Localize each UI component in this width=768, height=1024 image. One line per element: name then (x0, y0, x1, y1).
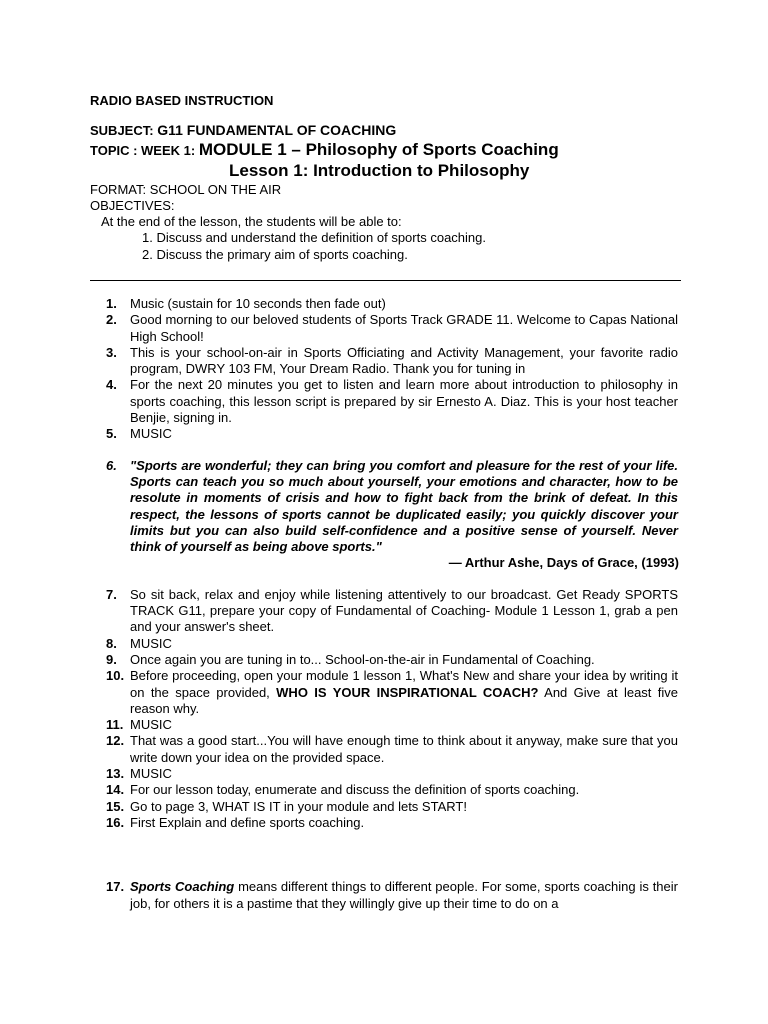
item-number: 16. (106, 814, 125, 830)
item-number: 1. (106, 296, 117, 311)
item-text: For our lesson today, enumerate and discuss the definition of sports coaching. (130, 782, 580, 798)
item-text: Go to page 3, WHAT IS IT in your module and lets START! (130, 798, 467, 814)
item-number: 5. (106, 426, 117, 442)
script-item (106, 344, 678, 378)
script-item (106, 668, 679, 717)
module-title: MODULE 1 – Philosophy of Sports Coaching (198, 140, 559, 159)
objective-item: 1. Discuss and understand the definition of sports coaching. (142, 230, 486, 245)
item-text: MUSIC (130, 426, 172, 442)
lesson-title: Lesson 1: Introduction to Philosophy (229, 161, 530, 180)
section-divider (90, 280, 681, 281)
subject-line (90, 122, 396, 138)
script-item (106, 377, 678, 426)
topic-label: TOPIC : WEEK 1: (90, 143, 196, 158)
item-text: Good morning to our beloved students of Sports Track GRADE 11. Welcome to Capas National High School! (130, 312, 678, 344)
item-number: 12. (106, 733, 125, 749)
subject-value: G11 FUNDAMENTAL OF COACHING (157, 122, 397, 138)
item-text: This is your school-on-air in Sports Officiating and Activity Management, your favorite radio program, DWRY 103 FM, Your Dream Radio. Thank you for tuning in (130, 344, 678, 377)
item-number: 6. (106, 457, 117, 473)
item-number: 3. (106, 344, 117, 360)
item-number: 14. (106, 782, 125, 798)
script-item (106, 312, 678, 345)
format-line: FORMAT: SCHOOL ON THE AIR (90, 182, 282, 197)
script-item (106, 766, 678, 782)
item-text-emphasis: WHO IS YOUR INSPIRATIONAL COACH? (276, 684, 539, 700)
item-number: 11. (106, 717, 124, 733)
document-title: RADIO BASED INSTRUCTION (90, 93, 274, 108)
script-item (106, 879, 678, 912)
script-item (106, 586, 678, 636)
objective-item: 2. Discuss the primary aim of sports coaching. (142, 247, 408, 262)
script-item (106, 733, 678, 766)
item-number: 7. (106, 586, 117, 602)
script-item (106, 717, 678, 733)
objectives-intro: At the end of the lesson, the students will be able to: (101, 214, 402, 229)
script-item (106, 814, 678, 831)
item-text-after: And Give at least five reason why. (130, 684, 679, 716)
quote-item (106, 457, 679, 572)
item-number: 2. (106, 312, 117, 328)
item-text: MUSIC (130, 717, 172, 733)
script-item (106, 782, 678, 798)
item-number: 15. (106, 798, 125, 814)
item-text: For the next 20 minutes you get to listen and learn more about introduction to philosophy in sports coaching, this lesson script is prepared by sir Ernesto A. Diaz. This is your host teacher Benjie, signing in. (130, 377, 678, 426)
script-list (106, 296, 679, 912)
item-number: 17. (106, 879, 125, 895)
objectives-heading: OBJECTIVES: (90, 198, 175, 213)
script-item (106, 426, 678, 442)
subject-label: SUBJECT: (90, 123, 154, 138)
item-text: MUSIC (130, 635, 172, 651)
item-text: First Explain and define sports coaching. (130, 814, 365, 830)
item-number: 10. (106, 668, 125, 684)
item-number: 4. (106, 377, 117, 393)
script-item (106, 635, 678, 652)
item-text: Once again you are tuning in to... School-on-the-air in Fundamental of Coaching. (130, 651, 595, 667)
script-item (106, 651, 678, 668)
script-item (106, 798, 678, 815)
item-number: 13. (106, 766, 125, 782)
item-text: That was a good start...You will have enough time to think about it anyway, make sure that you write down your idea on the provided space. (130, 733, 678, 765)
item-text: MUSIC (130, 766, 172, 782)
script-item (106, 296, 678, 312)
item-number: 9. (106, 651, 117, 667)
item-text: So sit back, relax and enjoy while listening attentively to our broadcast. Get Ready SPORTS TRACK G11, prepare your copy of Fundamental of Coaching- Module 1 Lesson 1, grab a pen and your answer's sheet. (130, 586, 678, 635)
quote-text: "Sports are wonderful; they can bring you comfort and pleasure for the rest of your life. Sports can teach you so much about yourself, your emotions and character, how to be resolute in moments of crisis and how to fight back from the brink of defeat. In this respect, the lessons of sports cannot be duplicated easily; you quickly discover your limits but you can also build self-confidence and a positive sense of yourself. Never think of yourself as being above sports." (130, 457, 678, 555)
topic-line (90, 140, 559, 160)
item-text-emphasis: Sports Coaching (130, 879, 235, 895)
quote-attribution: — Arthur Ashe, Days of Grace, (1993) (448, 555, 679, 571)
item-text-before: Before proceeding, open your module 1 lesson 1, What's New and share your idea by writing it on the space provided, (130, 668, 678, 700)
item-number: 8. (106, 635, 117, 651)
item-text: Music (sustain for 10 seconds then fade out) (130, 296, 386, 311)
item-text-after: means different things to different people. For some, sports coaching is their job, for others it is a pastime that they willingly give up their time to do on a (130, 879, 678, 911)
